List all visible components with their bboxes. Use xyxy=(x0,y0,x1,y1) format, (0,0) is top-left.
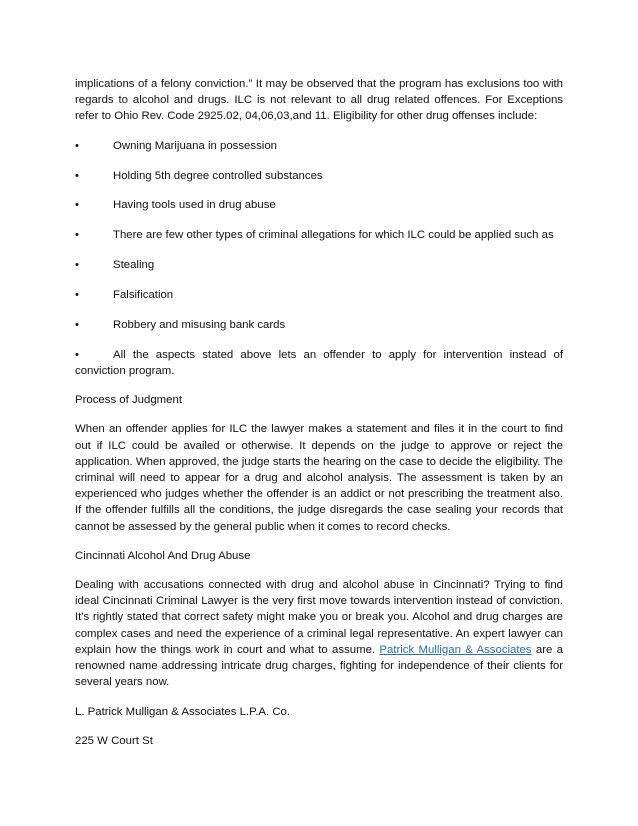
address-firm: L. Patrick Mulligan & Associates L.P.A. Co. xyxy=(75,705,291,718)
paragraph-text: are a renowned name addressing intricate drug charges, fighting for independence of their clients for several years now. xyxy=(75,643,563,689)
list-item-text: Robbery and misusing bank cards xyxy=(113,318,286,331)
list-item-text: Owning Marijuana in possession xyxy=(113,139,277,152)
document-page xyxy=(75,76,563,762)
list-item-text: Having tools used in drug abuse xyxy=(113,199,276,212)
list-item-text: There are few other types of criminal allegations for which ILC could be applied such as xyxy=(113,229,554,242)
bullet-icon: • xyxy=(75,259,79,272)
list-item-text: Stealing xyxy=(113,259,155,272)
list-item xyxy=(75,257,563,273)
list-item xyxy=(75,317,563,333)
bullet-icon: • xyxy=(75,199,79,212)
list-item xyxy=(75,227,563,243)
bullet-icon: • xyxy=(75,289,79,302)
firm-link[interactable]: Patrick Mulligan & Associates xyxy=(379,643,532,656)
paragraph-text: Dealing with accusations connected with drug and alcohol abuse in Cincinnati? Trying to find ideal Cincinnati Criminal Lawyer is the very first move towards intervention instead of conviction. It's rightly stated that correct safety might make you or break you. Alcohol and drug charges are complex cases and need the experience of a criminal legal representative. An expert lawyer can explain how the things work in court and what to assume. xyxy=(75,579,563,656)
address-street: 225 W Court St xyxy=(75,734,153,747)
section-heading-judgment: Process of Judgment xyxy=(75,394,182,407)
section-heading-cincinnati: Cincinnati Alcohol And Drug Abuse xyxy=(75,549,251,562)
list-item-text: Falsification xyxy=(113,289,174,302)
list-item xyxy=(75,138,563,154)
list-item xyxy=(75,287,563,303)
list-item xyxy=(75,168,563,184)
bullet-icon: • xyxy=(75,348,79,361)
intro-paragraph: implications of a felony conviction.” It may be observed that the program has exclusions too with regards to alcohol and drugs. ILC is not relevant to all drug related offences. For Exceptions refer to Ohio Rev. Code 2925.02, 04,06,03,and 11. Eligibility for other drug offenses include: xyxy=(75,78,563,123)
list-item-text: Holding 5th degree controlled substances xyxy=(113,169,323,182)
bullet-icon: • xyxy=(75,229,79,242)
cincinnati-paragraph xyxy=(75,577,563,690)
judgment-paragraph: When an offender applies for ILC the lawyer makes a statement and files it in the court to find out if ILC could be availed or otherwise. It depends on the judge to approve or reject the application. When approved, the judge starts the hearing on the case to decide the eligibility. The criminal will need to appear for a drug and alcohol analysis. The assessment is taken by an experienced who judges whether the offender is an addict or not prescribing the treatment also. If the offender fulfills all the conditions, the judge disregards the case sealing your records that cannot be assessed by the general public when it comes to record checks. xyxy=(75,423,563,533)
bullet-icon: • xyxy=(75,318,79,331)
list-item xyxy=(75,197,563,213)
list-item-wrapped xyxy=(75,347,563,379)
list-item-text: All the aspects stated above lets an offender to apply for intervention instead of conviction program. xyxy=(75,348,563,378)
bullet-icon: • xyxy=(75,139,79,152)
bullet-icon: • xyxy=(75,169,79,182)
